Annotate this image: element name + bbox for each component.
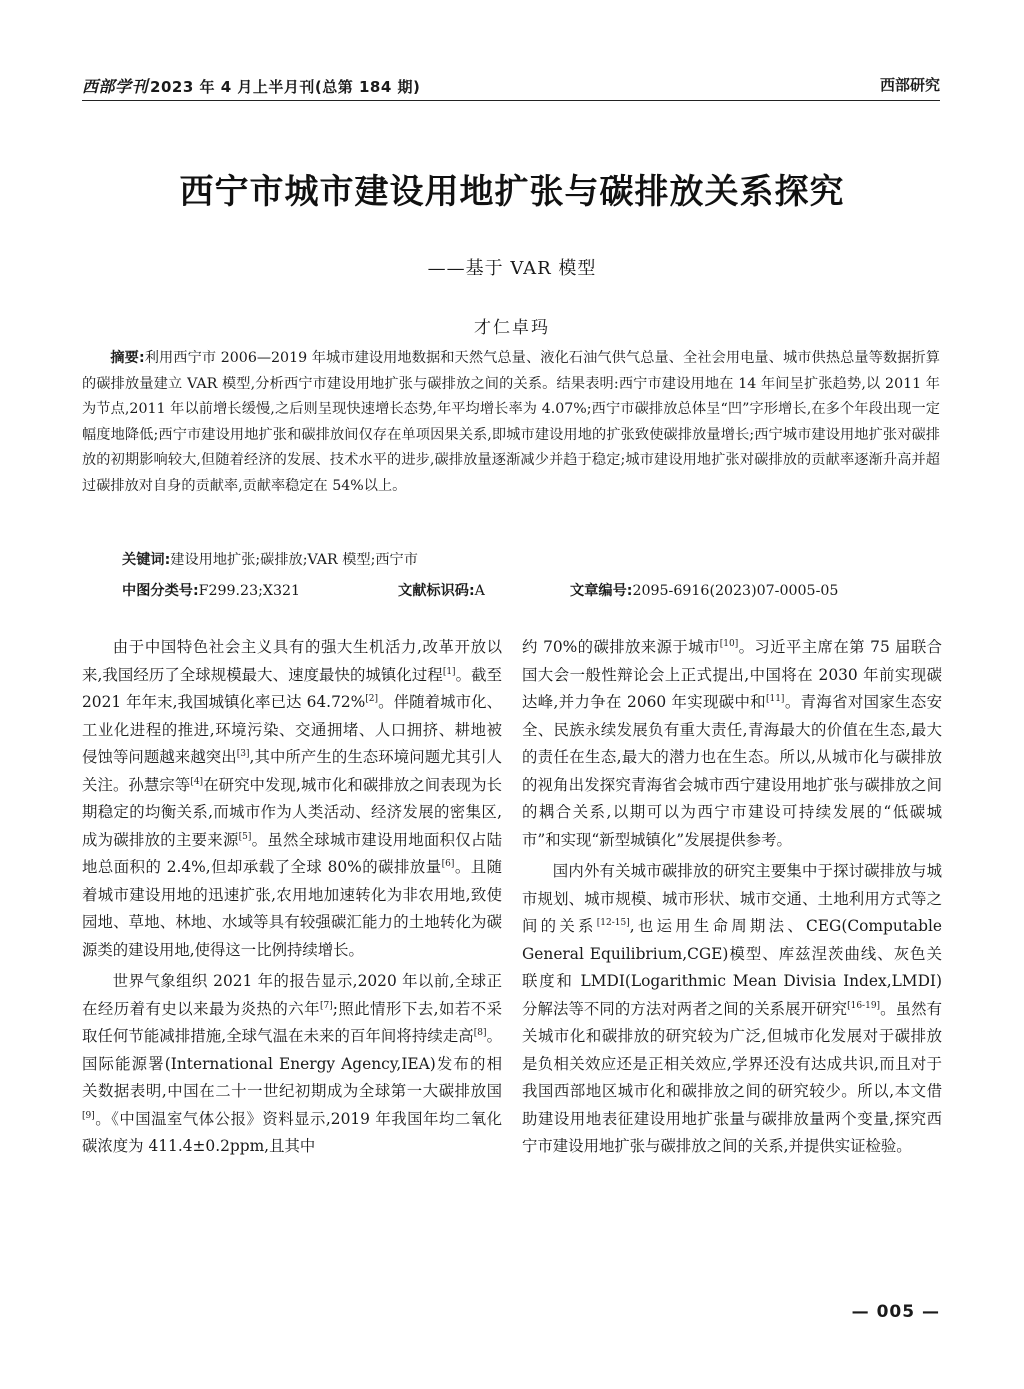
- clc-value: F299.23;X321: [198, 583, 301, 599]
- citation-ref: [6]: [441, 859, 455, 869]
- abstract-label: 摘要:: [110, 350, 145, 366]
- journal-issue: [82, 74, 420, 97]
- text-run: 。伴随着城市化、工业化进程的推进,环境污染、交通拥堵、人口拥挤、耕地被侵蚀等问题越来越突出: [82, 693, 502, 766]
- citation-ref: [11]: [765, 694, 785, 704]
- text-run: 。截至 2021 年年末,我国城镇化率已达 64.72%: [82, 665, 502, 711]
- keywords: [122, 549, 418, 569]
- section-name: 西部研究: [879, 76, 940, 94]
- text-run: 。且随着城市建设用地的迅速扩张,农用地加速转化为非农用地,致使园地、草地、林地、水域等具有较强碳汇能力的土地转化为碳源类的建设用地,使得这一比例持续增长。: [82, 858, 502, 959]
- text-run: 。《中国温室气体公报》资料显示,2019 年我国年均二氧化碳浓度为 411.4±0.2ppm,且其中: [82, 1109, 502, 1155]
- running-header: [82, 72, 940, 101]
- issue-info: 2023 年 4 月上半月刊(总第 184 期): [150, 78, 421, 96]
- text-run: 。青海省对国家生态安全、民族永续发展负有重大责任,青海最大的价值在生态,最大的责任在生态,最大的潜力也在生态。所以,从城市化与碳排放的视角出发探究青海省会城市西宁建设用地扩张与碳排放之间的耦合关系,以期可以为西宁市建设可持续发展的“低碳城市”和实现“新型城镇化”发展提供参考。: [522, 693, 942, 849]
- paragraph-2-continued: [522, 634, 942, 854]
- clc-label: 中图分类号:: [122, 583, 199, 599]
- text-run: 由于中国特色社会主义具有的强大生机活力,改革开放以来,我国经历了全球规模最大、速度最快的城镇化过程: [82, 638, 502, 684]
- clc-number: [122, 580, 300, 600]
- citation-ref: [12-15]: [596, 918, 630, 928]
- article-subtitle: ——基于 VAR 模型: [427, 258, 597, 279]
- text-run: 。虽然有关城市化和碳排放的研究较为广泛,但城市化发展对于碳排放是负相关效应还是正相关效应,学界还没有达成共识,而且对于我国西部地区城市化和碳排放之间的研究较少。所以,本文借助建设用地表征建设用地扩张量与碳排放量两个变量,探究西宁市建设用地扩张与碳排放之间的关系,并提供实证检验。: [522, 999, 942, 1155]
- citation-ref: [5]: [238, 831, 252, 842]
- doc-code-label: 文献标识码:: [398, 583, 475, 599]
- abstract-text: 利用西宁市 2006—2019 年城市建设用地数据和天然气总量、液化石油气供气总量、全社会用电量、城市供热总量等数据折算的碳排放量建立 VAR 模型,分析西宁市建设用地扩张与碳排放之间的关系。结果表明:西宁市建设用地在 14 年间呈扩张趋势,以 2011 年为节点,2011 年以前增长缓慢,之后则呈现快速增长态势,年平均增长率为 4.07%;西宁市碳排放总体呈“凹”字形增长,在多个年段出现一定幅度地降低;西宁市建设用地扩张和碳排放间仅存在单项因果关系,即城市建设用地的扩张致使碳排放量增长;西宁城市建设用地扩张对碳排放的初期影响较大,但随着经济的发展、技术水平的进步,碳排放量逐渐减少并趋于稳定;城市建设用地扩张对碳排放的贡献率逐渐升高并超过碳排放对自身的贡献率,贡献率稳定在 54%以上。: [82, 350, 940, 494]
- author-name: 才仁卓玛: [474, 318, 550, 338]
- citation-ref: [10]: [719, 639, 739, 649]
- text-run: 约 70%的碳排放来源于城市: [522, 638, 720, 656]
- journal-logo: 西部学刊: [82, 77, 149, 96]
- text-run: 国内外有关城市碳排放的研究主要集中于探讨碳排放与城市规划、城市规模、城市形状、城市交通、土地利用方式等之间的关系: [522, 862, 942, 935]
- text-run: ;照此情形下去,如若不采取任何节能减排措施,全球气温在未来的百年间将持续走高: [82, 999, 502, 1045]
- keywords-text: 建设用地扩张;碳排放;VAR 模型;西宁市: [170, 552, 418, 568]
- citation-ref: [1]: [442, 666, 456, 677]
- text-run: 在研究中发现,城市化和碳排放之间表现为长期稳定的均衡关系,而城市作为人类活动、经济发展的密集区,成为碳排放的主要来源: [82, 775, 502, 849]
- text-run: ,其中所产生的生态环境问题尤其引人关注。孙慧宗等: [82, 748, 502, 794]
- paragraph-1: [82, 634, 502, 964]
- article-title: 西宁市城市建设用地扩张与碳排放关系探究: [179, 172, 845, 212]
- abstract: [82, 346, 940, 500]
- body-column-left: [82, 634, 502, 1161]
- citation-ref: [7]: [320, 1000, 333, 1011]
- article-number-value: 2095-6916(2023)07-0005-05: [632, 583, 839, 599]
- citation-ref: [2]: [365, 694, 379, 704]
- paragraph-2: [82, 968, 502, 1161]
- citation-ref: [4]: [190, 776, 204, 787]
- citation-ref: [3]: [236, 749, 250, 759]
- citation-ref: [16-19]: [847, 1000, 881, 1011]
- text-run: 。习近平主席在第 75 届联合国大会一般性辩论会上正式提出,中国将在 2030 年前实现碳达峰,并力争在 2060 年实现碳中和: [522, 638, 942, 711]
- doc-code-value: A: [474, 583, 485, 599]
- text-run: 。国际能源署(International Energy Agency,IEA)发布的相关数据表明,中国在二十一世纪初期成为全球第一大碳排放国: [82, 1027, 502, 1100]
- article-number-label: 文章编号:: [570, 583, 633, 599]
- document-code: [398, 580, 485, 600]
- body-column-right: [522, 634, 942, 1161]
- keywords-label: 关键词:: [122, 552, 171, 568]
- text-run: 。虽然全球城市建设用地面积仅占陆地总面积的 2.4%,但却承载了全球 80%的碳排放量: [82, 830, 502, 876]
- paragraph-3: [522, 858, 942, 1161]
- citation-ref: [8]: [473, 1028, 487, 1038]
- text-run: 世界气象组织 2021 年的报告显示,2020 年以前,全球正在经历着有史以来最为炎热的六年: [82, 972, 502, 1018]
- page-number: — 005 —: [851, 1302, 940, 1322]
- citation-ref: [9]: [82, 1110, 95, 1121]
- article-number: [570, 580, 838, 600]
- text-run: ,也运用生命周期法、CEG(Computable General Equilibrium,CGE)模型、库兹涅茨曲线、灰色关联度和 LMDI(Logarithmic Mean Divisia Index,LMDI)分解法等不同的方法对两者之间的关系展开研究: [522, 917, 942, 1018]
